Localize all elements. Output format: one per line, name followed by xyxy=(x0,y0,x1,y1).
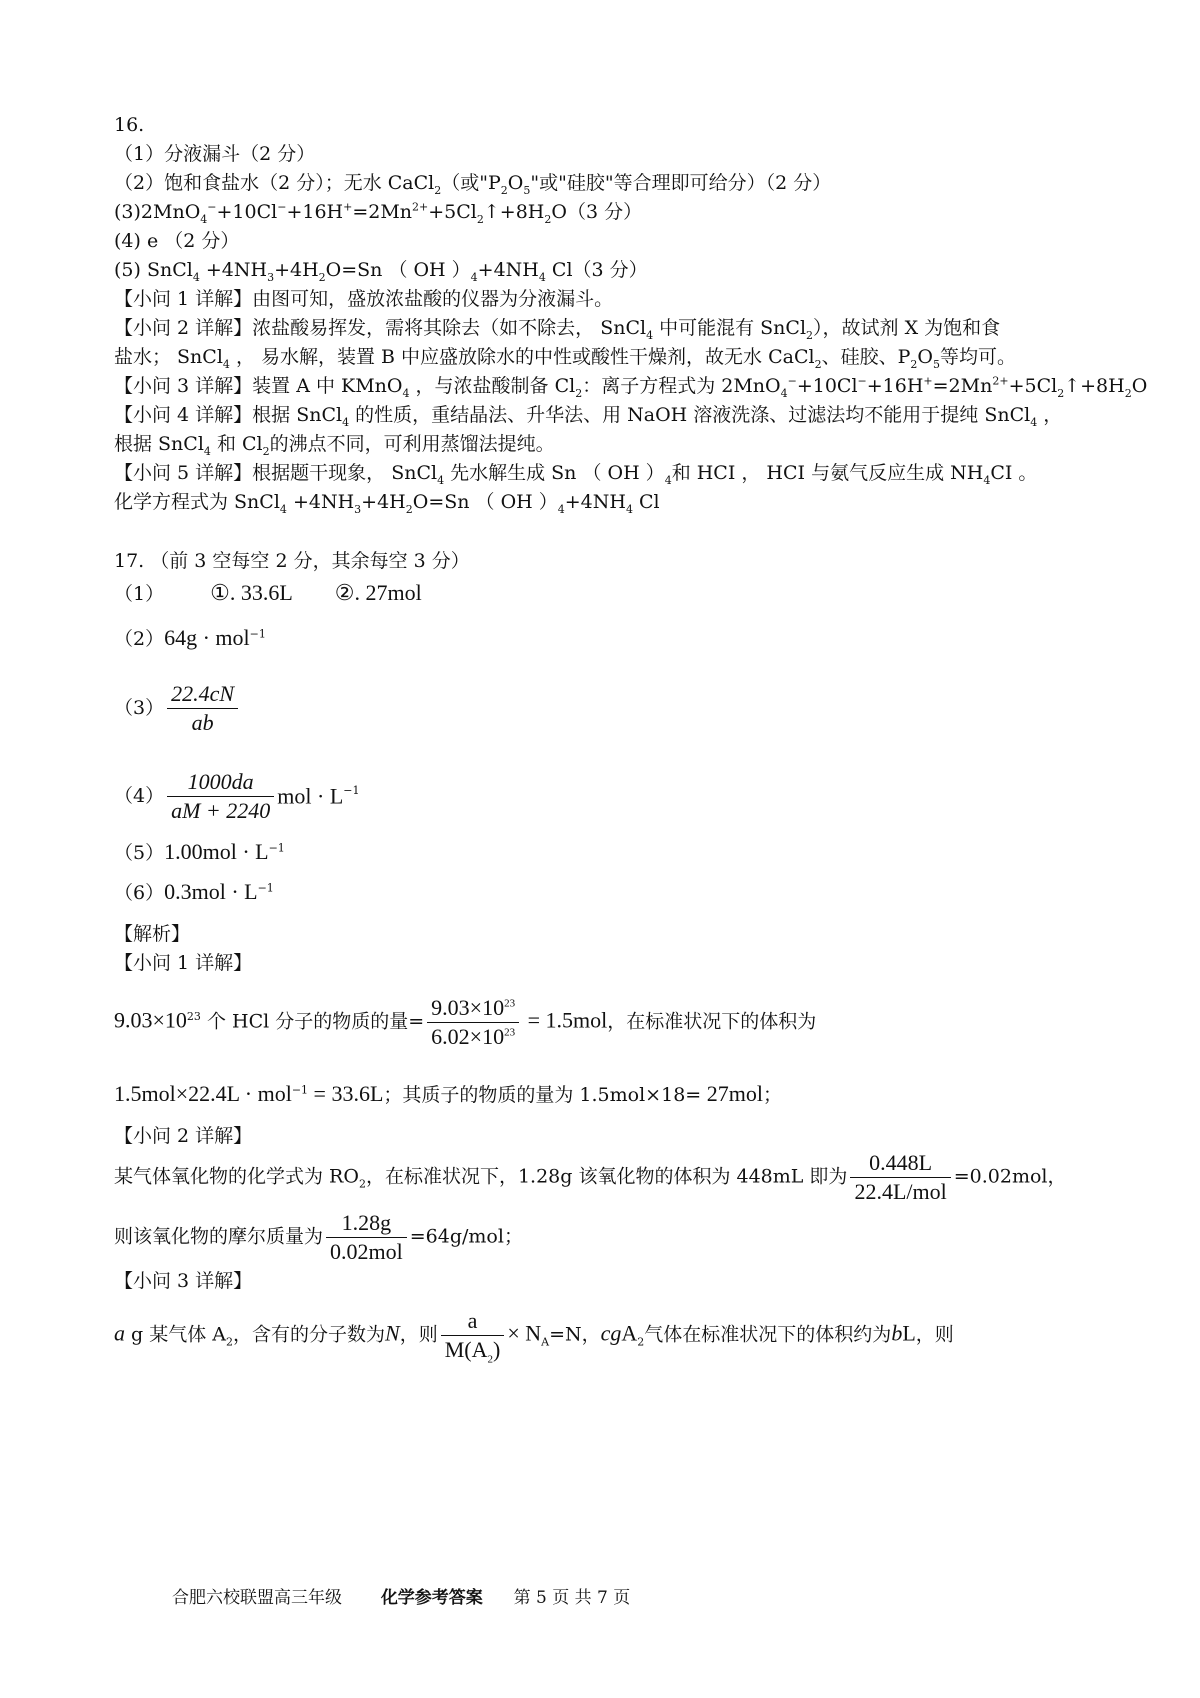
page-footer xyxy=(172,1583,630,1608)
q16-detail-1: 【小问 1 详解】由图可知，盛放浓盐酸的仪器为分液漏斗。 xyxy=(114,288,614,310)
q16-detail-4-cont: 根据 SnCl$_4$ 和 $Cl_2$的沸点不同，可利用蒸馏法提纯。 xyxy=(114,433,555,458)
q17-sub2-head: 【小问 2 详解】 xyxy=(114,1125,253,1147)
q16-detail-5: 【小问 5 详解】根据题干现象， SnCl$_4$ 先水解生成 Sn （ OH ）$_4$和 HCI ， HCI 与氨气反应生成 $NH_4CI$ 。 xyxy=(114,462,1038,487)
q17-sub1-line2: 1.5mol×22.4L · mol$^{-1}$ = 33.6L；其质子的物质的量为 1.5mol×18= 27mol； xyxy=(114,1081,782,1106)
q17-sub3-head: 【小问 3 详解】 xyxy=(114,1270,253,1292)
q17-sub2-line2: 则该氧化物的摩尔质量为 $\frac{1.28g}{\text{0.02mol}}$ =64g/mol； xyxy=(114,1210,523,1264)
q16-answer-5: (5) SnCl$_4$ $+4NH_3+4H_2O=Sn$ （ OH ）$_4+4NH_4$ Cl（3 分） xyxy=(114,259,648,284)
q16-detail-5-cont: 化学方程式为 SnCl$_4$ $+4NH_3+4H_2O=Sn$ （ OH ）$_4+4NH_4$ Cl xyxy=(114,491,660,516)
footer-subject: 化学参考答案 xyxy=(380,1588,483,1608)
q17-answer-3: （3） $\frac{22.4cN}{ab}$ xyxy=(114,683,241,734)
q16-detail-2-cont: 盐水； SnCl$_4$ ， 易水解，装置 B 中应盛放除水的中性或酸性干燥剂，故无水 CaCl$_2$、硅胶、$P_2O_5$等均可。 xyxy=(114,346,1016,371)
q16-detail-4: 【小问 4 详解】根据 SnCl$_4$ 的性质，重结晶法、升华法、用 NaOH 溶液洗涤、过滤法均不能用于提纯 SnCl$_4$ ， xyxy=(114,404,1063,429)
q17-header: 17. （前 3 空每空 2 分，其余每空 3 分） xyxy=(114,550,470,572)
q17-sub2-line1: 某气体氧化物的化学式为 $RO_2$，在标准状况下，1.28g 该氧化物的体积为 448mL 即为 $\frac{0.448L}{\text{22.4L/mol}}$ =0.02mol， xyxy=(114,1150,1067,1204)
q17-answer-6: $(6)0.3mol \cdot L^{-1}$ xyxy=(114,879,274,904)
q17-sub1-head: 【小问 1 详解】 xyxy=(114,952,253,974)
q17-sub3-line1: a g 某气体 $A_2$，含有的分子数为N，则 $\frac{a}{M(A_2)}$ × $N_A=N$，cgA$_2$气体在标准状况下的体积约为bL，则 xyxy=(114,1308,954,1366)
q16-answer-1: （1）分液漏斗（2 分） xyxy=(114,143,316,165)
q16-detail-2: 【小问 2 详解】浓盐酸易挥发，需将其除去（如不除去， SnCl$_4$ 中可能混有 SnCl$_2$），故试剂 X 为饱和食 xyxy=(114,317,1001,342)
q16-answer-4: (4) e （2 分） xyxy=(114,230,240,252)
footer-school: 合肥六校联盟高三年级 xyxy=(172,1588,342,1608)
q16-number: 16. xyxy=(114,114,145,136)
q16-detail-3: 【小问 3 详解】装置 A 中 KMnO$_4$ ，与浓盐酸制备 $Cl_2$：离子方程式为 $2MnO_4^-+10Cl^-+16H^+=2Mn^{2+}+5Cl_2↑+8H_2O$ xyxy=(114,374,1148,400)
q17-answer-5: $(5)1.00mol \cdot L^{-1}$ xyxy=(114,839,285,864)
q16-answer-2: （2）饱和食盐水（2 分）；无水 CaCl$_2$（或"$P_2O_5$"或"硅胶"等合理即可给分）（2 分） xyxy=(114,172,832,197)
q17-jiexi: 【解析】 xyxy=(114,923,191,945)
q16-answer-3: $(3)2MnO_4^-+10Cl^-+16H^+=2Mn^{2+}+5Cl_2↑+8H_2O(3$ 分） xyxy=(114,200,643,226)
q17-answer-4: （4） $\frac{1000da}{aM + 2240}$ mol · $L^{-1}$ xyxy=(114,769,360,823)
q17-answer-2: （2）64g · mol$^{-1}$ xyxy=(114,625,266,650)
footer-page-number: 第 5 页 共 7 页 xyxy=(513,1588,631,1608)
q17-sub1-line1: $9.03\times 10^{23}$ 个 HCl 分子的物质的量= $\frac{9.03\times 10^{23}}{6.02\times 10^{23}}$ = 1.5mol，在标准状况下的体积为 xyxy=(114,995,817,1049)
q17-answer-1: （1） ①. 33.6L ②. 27mol xyxy=(114,580,422,605)
